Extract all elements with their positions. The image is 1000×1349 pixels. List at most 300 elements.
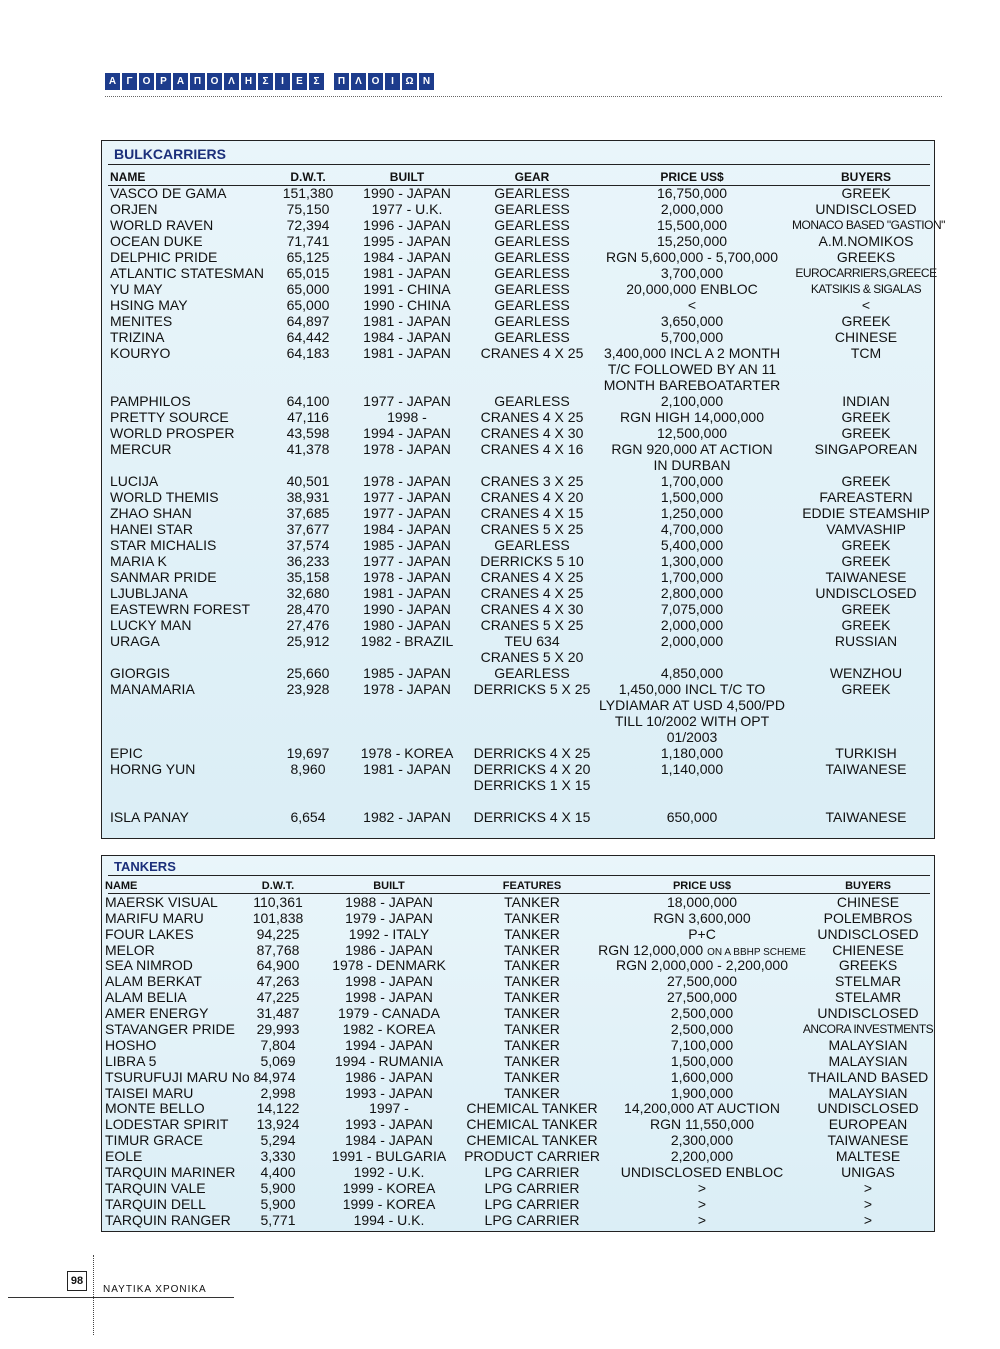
dwt-value: 37,677 (286, 521, 330, 537)
buyers-value: GREEK (841, 617, 891, 633)
vessel-name: ZHAO SHAN (110, 505, 192, 521)
built-value: 1985 - JAPAN (363, 537, 451, 553)
price-value (587, 910, 817, 926)
table-row (102, 585, 934, 601)
price-value (587, 957, 817, 973)
gear-value: CRANES 4 X 15 (480, 505, 584, 521)
vessel-name: MARIA K (110, 553, 167, 569)
gear-value: DERRICKS 1 X 15 (473, 777, 591, 793)
price-value (587, 1100, 817, 1116)
price-value: < (687, 297, 697, 313)
buyers-value: UNDISCLOSED (815, 585, 917, 601)
built-value: 1977 - JAPAN (363, 553, 451, 569)
publication-name: ΝΑΥΤΙΚΑ ΧΡΟΝΙΚΑ (103, 1284, 207, 1295)
table-row (102, 489, 934, 505)
table-row (102, 393, 934, 409)
table-row (102, 1069, 934, 1085)
gear-value: CRANES 4 X 30 (480, 601, 584, 617)
gear-value: GEARLESS (494, 313, 570, 329)
header-letter-box: Ο (368, 73, 383, 90)
buyers-value: TAIWANESE (825, 761, 907, 777)
built-value: 1982 - JAPAN (363, 809, 451, 825)
table-row (102, 1196, 934, 1212)
price-value: T/C FOLLOWED BY AN 11 (607, 361, 777, 377)
dwt-value: 4,974 (260, 1068, 296, 1085)
buyers-value: TCM (850, 345, 882, 361)
table-row (102, 1164, 934, 1180)
header-letter-box: Ρ (156, 73, 171, 90)
dwt-value: 64,442 (286, 329, 330, 345)
buyers-value: TAIWANESE (825, 809, 907, 825)
dwt-value: 27,476 (286, 617, 330, 633)
built-value: 1986 - JAPAN (345, 1068, 433, 1085)
table-row (102, 1180, 934, 1196)
price-value (587, 1116, 817, 1132)
header-letter-box: Ι (385, 73, 400, 90)
price-value: RGN 5,600,000 - 5,700,000 (605, 249, 778, 265)
header-letter-box: Α (173, 73, 188, 90)
price-value: 1,700,000 (660, 473, 724, 489)
features-value: TANKER (504, 1052, 560, 1069)
price-main: 7,100,000 (670, 1036, 734, 1053)
col-price-header: PRICE US$ (672, 880, 732, 892)
buyers-value: EUROCARRIERS,GREECE (795, 266, 937, 280)
price-value (587, 989, 817, 1005)
buyers-value: TURKISH (835, 745, 897, 761)
built-value: 1991 - BULGARIA (331, 1148, 447, 1165)
built-value: 1995 - JAPAN (363, 233, 451, 249)
vessel-name: STAVANGER PRIDE (105, 1021, 235, 1038)
vessel-name: OCEAN DUKE (110, 233, 203, 249)
vessel-name: URAGA (110, 633, 160, 649)
gear-value: GEARLESS (494, 281, 570, 297)
gear-value: GEARLESS (494, 393, 570, 409)
header-letter-box: Α (105, 73, 120, 90)
vessel-name: GIORGIS (110, 665, 170, 681)
table-row (102, 1148, 934, 1164)
price-value: 1,450,000 INCL T/C TO (618, 681, 766, 697)
price-value (587, 1212, 817, 1228)
price-main: 2,500,000 (670, 1005, 734, 1022)
built-value: 1979 - JAPAN (345, 909, 433, 926)
price-value (587, 1196, 817, 1212)
table-row (102, 681, 934, 697)
title-rule (108, 875, 930, 876)
vessel-name: PAMPHILOS (110, 393, 191, 409)
features-value: LPG CARRIER (484, 1211, 580, 1228)
price-value: 3,650,000 (660, 313, 724, 329)
price-main: RGN 12,000,000 (598, 941, 704, 958)
dwt-value: 47,225 (256, 989, 300, 1006)
vessel-name: ATLANTIC STATESMAN (110, 265, 265, 281)
features-value: TANKER (504, 941, 560, 958)
vessel-name: SANMAR PRIDE (110, 569, 217, 585)
built-value: 1982 - KOREA (342, 1021, 436, 1038)
header-letter-box: Π (334, 73, 349, 90)
buyers-value: FAREASTERN (819, 489, 913, 505)
vessel-name: EOLE (105, 1148, 143, 1165)
gear-value: GEARLESS (494, 665, 570, 681)
dwt-value: 2,998 (260, 1084, 296, 1101)
buyers-value: STELAMR (834, 989, 902, 1006)
gear-value: CRANES 4 X 16 (480, 441, 584, 457)
footer-divider (93, 1255, 94, 1335)
price-value (587, 894, 817, 910)
built-value: 1981 - JAPAN (363, 265, 451, 281)
vessel-name: LODESTAR SPIRIT (105, 1116, 229, 1133)
vessel-name: TARQUIN RANGER (105, 1211, 231, 1228)
table-row (102, 1085, 934, 1101)
header-letter-box: Λ (351, 73, 366, 90)
dwt-value: 5,771 (260, 1211, 296, 1228)
price-main: 14,200,000 AT AUCTION (624, 1100, 780, 1117)
features-value: LPG CARRIER (484, 1164, 580, 1181)
vessel-name: VASCO DE GAMA (110, 185, 227, 201)
buyers-value: MALTESE (835, 1148, 901, 1165)
vessel-name: DELPHIC PRIDE (110, 249, 218, 265)
table-row (102, 1132, 934, 1148)
buyers-value: MALAYSIAN (828, 1036, 908, 1053)
bulkcarriers-table (102, 169, 945, 825)
price-value: 1,140,000 (660, 761, 724, 777)
built-value: 1984 - JAPAN (363, 521, 451, 537)
price-value (587, 926, 817, 942)
built-value: 1990 - JAPAN (363, 185, 451, 201)
dwt-value: 25,660 (286, 665, 330, 681)
dwt-value: 23,928 (286, 681, 330, 697)
price-main: RGN 11,550,000 (649, 1116, 755, 1133)
price-value: 7,075,000 (660, 601, 724, 617)
gear-value: GEARLESS (494, 217, 570, 233)
built-value: 1978 - DENMARK (332, 957, 446, 974)
dwt-value: 5,069 (260, 1052, 296, 1069)
buyers-value: UNDISCLOSED (817, 1100, 919, 1117)
col-built-header: BUILT (389, 170, 425, 184)
vessel-name: WORLD PROSPER (110, 425, 235, 441)
gear-value: GEARLESS (494, 537, 570, 553)
table-row (102, 361, 934, 377)
dwt-value: 101,838 (252, 909, 304, 926)
table-row (102, 249, 934, 265)
buyers-value: THAILAND BASED (807, 1068, 929, 1085)
price-value (587, 1069, 817, 1085)
buyers-value: GREEK (841, 601, 891, 617)
col-name-header: NAME (105, 880, 138, 892)
price-main: 2,200,000 (670, 1148, 734, 1165)
section-header (105, 73, 436, 90)
price-value: 2,000,000 (660, 633, 724, 649)
dwt-value: 36,233 (286, 553, 330, 569)
price-note: ON A BBHP SCHEME (707, 946, 806, 958)
gear-value: DERRICKS 5 X 25 (473, 681, 591, 697)
features-value: PRODUCT CARRIER (464, 1148, 600, 1165)
footer-rule (8, 1297, 234, 1298)
features-value: TANKER (504, 1036, 560, 1053)
vessel-name: ISLA PANAY (110, 809, 189, 825)
price-value: 5,700,000 (660, 329, 724, 345)
dwt-value: 65,000 (286, 281, 330, 297)
table-row (102, 809, 934, 825)
gear-value: DERRICKS 4 X 20 (473, 761, 591, 777)
vessel-name: HANEI STAR (110, 521, 193, 537)
buyers-value: INDIAN (842, 393, 890, 409)
gear-value: CRANES 3 X 25 (480, 473, 584, 489)
col-gear-header: GEAR (514, 170, 550, 184)
table-row (102, 910, 934, 926)
price-main: P+C (688, 925, 716, 942)
vessel-name: EASTEWRN FOREST (110, 601, 251, 617)
price-value (587, 1005, 817, 1021)
built-value: 1994 - JAPAN (345, 1036, 433, 1053)
dwt-value: 32,680 (286, 585, 330, 601)
buyers-value: WENZHOU (829, 665, 903, 681)
dwt-value: 14,122 (256, 1100, 300, 1117)
table-row (102, 409, 934, 425)
price-main: > (697, 1211, 707, 1228)
bulkcarriers-panel (101, 140, 945, 839)
price-value: 12,500,000 (656, 425, 728, 441)
dwt-value: 37,685 (286, 505, 330, 521)
table-row (102, 521, 934, 537)
built-value: 1978 - JAPAN (363, 441, 451, 457)
built-value: 1984 - JAPAN (363, 329, 451, 345)
table-row (102, 973, 934, 989)
price-value: 15,250,000 (656, 233, 728, 249)
price-main: 1,600,000 (670, 1068, 734, 1085)
built-value: 1977 - U.K. (371, 201, 443, 217)
buyers-value: GREEK (841, 473, 891, 489)
table-row (102, 233, 934, 249)
tankers-title: TANKERS (114, 859, 176, 874)
features-value: TANKER (504, 1005, 560, 1022)
price-value: 4,700,000 (660, 521, 724, 537)
vessel-name: TARQUIN VALE (105, 1179, 206, 1196)
table-row (102, 777, 934, 793)
table-row (102, 1021, 934, 1037)
price-main: 27,500,000 (666, 989, 738, 1006)
dwt-value: 13,924 (256, 1116, 300, 1133)
built-value: 1990 - CHINA (363, 297, 451, 313)
gear-value: GEARLESS (494, 233, 570, 249)
built-value: 1998 - JAPAN (345, 989, 433, 1006)
features-value: CHEMICAL TANKER (466, 1132, 598, 1149)
price-value (587, 1164, 817, 1180)
price-value (587, 1021, 817, 1037)
gear-value: CRANES 4 X 25 (480, 409, 584, 425)
price-value: RGN HIGH 14,000,000 (620, 409, 764, 425)
price-value: 1,700,000 (660, 569, 724, 585)
built-value: 1998 - (387, 409, 427, 425)
gear-value: TEU 634 (504, 633, 560, 649)
built-value: 1996 - JAPAN (363, 217, 451, 233)
table-row (102, 297, 934, 313)
buyers-value: GREEK (841, 681, 891, 697)
price-value: LYDIAMAR AT USD 4,500/PD (599, 697, 785, 713)
built-value: 1984 - JAPAN (363, 249, 451, 265)
built-value: 1992 - ITALY (348, 925, 430, 942)
price-value: 1,300,000 (660, 553, 724, 569)
tankers-table (102, 878, 934, 1228)
buyers-value: VAMVASHIP (826, 521, 906, 537)
table-row (102, 217, 945, 233)
buyers-value: > (863, 1179, 873, 1196)
vessel-name: TARQUIN DELL (105, 1195, 206, 1212)
vessel-name: YU MAY (110, 281, 163, 297)
price-value: 2,000,000 (660, 201, 724, 217)
vessel-name: PRETTY SOURCE (110, 409, 229, 425)
features-value: TANKER (504, 909, 560, 926)
vessel-name: MELOR (105, 941, 155, 958)
page-number: 98 (67, 1271, 87, 1291)
table-row (102, 265, 937, 281)
table-row (102, 617, 934, 633)
features-value: TANKER (504, 957, 560, 974)
header-letter-box: Ι (275, 73, 290, 90)
dwt-value: 47,263 (256, 973, 300, 990)
dwt-value: 65,125 (286, 249, 330, 265)
price-main: > (697, 1179, 707, 1196)
price-value: 2,800,000 (660, 585, 724, 601)
table-row (102, 1212, 934, 1228)
gear-value: DERRICKS 4 X 25 (473, 745, 591, 761)
table-row (102, 745, 934, 761)
price-value: IN DURBAN (653, 457, 731, 473)
vessel-name: ALAM BERKAT (105, 973, 202, 990)
table-row (102, 697, 934, 713)
features-value: LPG CARRIER (484, 1179, 580, 1196)
price-value: 1,250,000 (660, 505, 724, 521)
header-letter-box: Σ (258, 73, 273, 90)
header-letter-box: Γ (122, 73, 137, 90)
gear-value: GEARLESS (494, 201, 570, 217)
buyers-value: UNDISCLOSED (817, 1005, 919, 1022)
dwt-value: 31,487 (256, 1005, 300, 1022)
price-value (587, 973, 817, 989)
dwt-value: 41,378 (286, 441, 330, 457)
buyers-value: GREEKS (836, 249, 896, 265)
vessel-name: LUCIJA (110, 473, 159, 489)
vessel-name: MENITES (110, 313, 173, 329)
vessel-name: HOSHO (105, 1036, 157, 1053)
dwt-value: 5,900 (260, 1179, 296, 1196)
dwt-value: 19,697 (286, 745, 330, 761)
buyers-value: A.M.NOMIKOS (818, 233, 914, 249)
gear-value: CRANES 5 X 20 (480, 649, 584, 665)
vessel-name: MAERSK VISUAL (105, 893, 218, 910)
header-letter-box: Ε (292, 73, 307, 90)
dwt-value: 37,574 (286, 537, 330, 553)
price-value: TILL 10/2002 WITH OPT (614, 713, 770, 729)
dwt-value: 28,470 (286, 601, 330, 617)
col-buyers-header: BUYERS (840, 170, 891, 184)
price-value: 5,400,000 (660, 537, 724, 553)
built-value: 1997 - (369, 1100, 409, 1117)
built-value: 1977 - JAPAN (363, 505, 451, 521)
built-value: 1982 - BRAZIL (360, 633, 454, 649)
price-value: RGN 920,000 AT ACTION (611, 441, 773, 457)
table-row (102, 553, 934, 569)
gear-value: CRANES 4 X 25 (480, 585, 584, 601)
features-value: TANKER (504, 973, 560, 990)
price-main: RGN 2,000,000 - 2,200,000 (615, 957, 788, 974)
col-built-header: BUILT (373, 880, 405, 892)
dwt-value: 87,768 (256, 941, 300, 958)
buyers-value: GREEK (841, 425, 891, 441)
features-value: LPG CARRIER (484, 1195, 580, 1212)
header-rule-line (108, 185, 930, 186)
dwt-value: 25,912 (286, 633, 330, 649)
built-value: 1981 - JAPAN (363, 313, 451, 329)
dwt-value: 64,900 (256, 957, 300, 974)
col-buyers-header: BUYERS (845, 880, 891, 892)
table-row (102, 329, 934, 345)
price-value: MONTH BAREBOATARTER (603, 377, 781, 393)
built-value: 1977 - JAPAN (363, 489, 451, 505)
table-row (102, 1053, 934, 1069)
price-main: 27,500,000 (666, 973, 738, 990)
table-row (102, 601, 934, 617)
gear-value: CRANES 4 X 30 (480, 425, 584, 441)
buyers-value: MALAYSIAN (828, 1084, 908, 1101)
dwt-value: 151,380 (282, 185, 334, 201)
dwt-value: 64,183 (286, 345, 330, 361)
vessel-name: ALAM BELIA (105, 989, 187, 1006)
table-row (102, 713, 934, 729)
features-value: CHEMICAL TANKER (466, 1116, 598, 1133)
vessel-name: TRIZINA (110, 329, 165, 345)
buyers-value: CHIENESE (832, 941, 904, 958)
vessel-name: LIBRA 5 (105, 1052, 157, 1069)
gear-value: CRANES 4 X 20 (480, 489, 584, 505)
dwt-value: 75,150 (286, 201, 330, 217)
dwt-value: 47,116 (287, 409, 329, 425)
header-rule-line (108, 893, 930, 894)
vessel-name: FOUR LAKES (105, 925, 194, 942)
price-value: 2,100,000 (660, 393, 724, 409)
vessel-name: LJUBLJANA (110, 585, 188, 601)
dwt-value: 64,100 (286, 393, 330, 409)
price-main: 2,300,000 (670, 1132, 734, 1149)
features-value: CHEMICAL TANKER (466, 1100, 598, 1117)
dwt-value: 43,598 (286, 425, 330, 441)
buyers-value: EUROPEAN (828, 1116, 908, 1133)
price-value: 2,000,000 (660, 617, 724, 633)
price-value (587, 1053, 817, 1069)
buyers-value: ANCORA INVESTMENTS (802, 1022, 934, 1037)
vessel-name: KOURYO (110, 345, 171, 361)
vessel-name: HSING MAY (110, 297, 188, 313)
title-rule (108, 164, 930, 165)
gear-value: CRANES 5 X 25 (480, 521, 584, 537)
vessel-name: LUCKY MAN (110, 617, 192, 633)
table-row (102, 989, 934, 1005)
dwt-value: 5,294 (260, 1132, 296, 1149)
buyers-value: > (863, 1211, 873, 1228)
dwt-value: 65,015 (286, 265, 330, 281)
table-row (102, 569, 934, 585)
built-value: 1978 - JAPAN (363, 473, 451, 489)
col-name-header: NAME (110, 170, 146, 184)
buyers-value: UNDISCLOSED (815, 201, 917, 217)
vessel-name: HORNG YUN (110, 761, 196, 777)
built-value: 1994 - JAPAN (363, 425, 451, 441)
dwt-value: 5,900 (260, 1195, 296, 1212)
built-value: 1979 - CANADA (338, 1005, 440, 1022)
features-value: TANKER (504, 1021, 560, 1038)
price-main: UNDISCLOSED ENBLOC (620, 1164, 784, 1181)
table-row (102, 942, 934, 958)
built-value: 1984 - JAPAN (345, 1132, 433, 1149)
